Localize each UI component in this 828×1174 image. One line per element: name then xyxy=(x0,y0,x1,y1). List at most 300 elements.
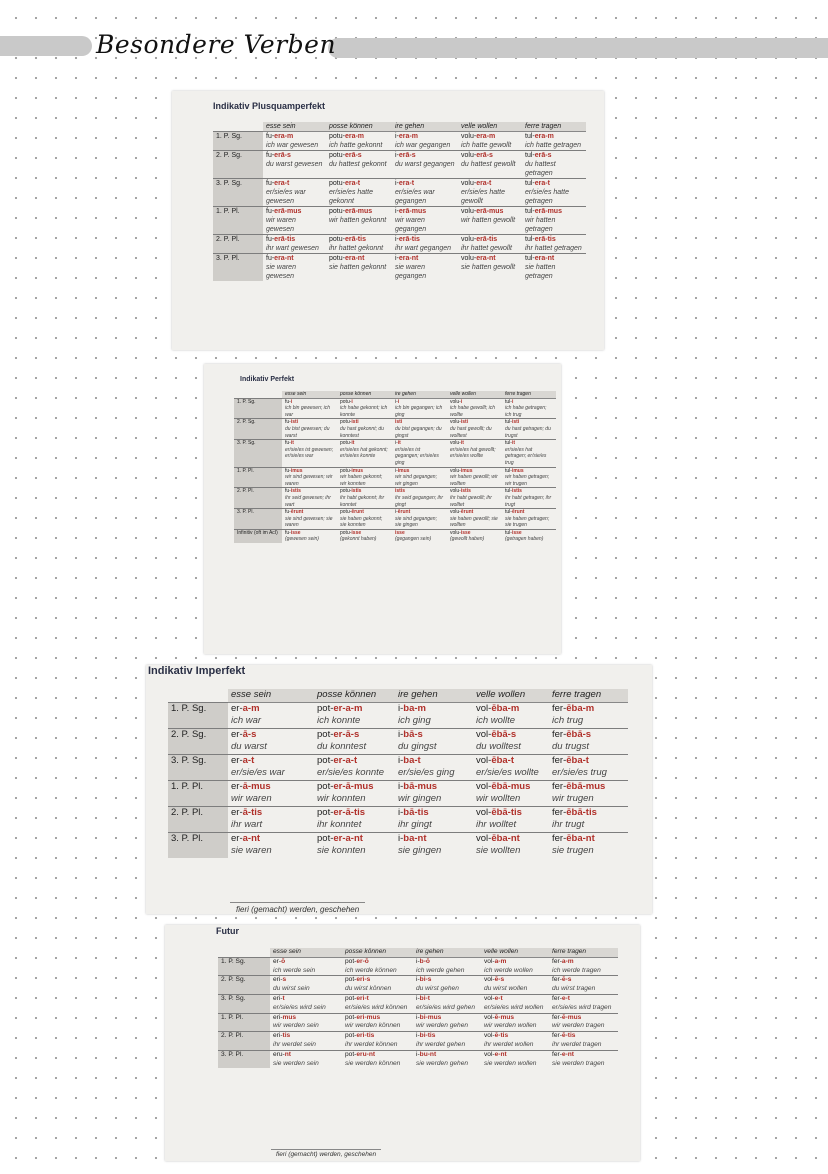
form-stem: vol- xyxy=(484,957,495,965)
latin-form xyxy=(552,729,625,742)
latin-form xyxy=(231,703,311,716)
german-translation: ich war gegangen xyxy=(395,142,451,149)
form-stem: tul- xyxy=(505,529,512,536)
german-translation: ihr werdet gehen xyxy=(416,1040,466,1048)
latin-form xyxy=(505,488,553,495)
verb-form-cell xyxy=(314,806,395,832)
form-ending: a-m xyxy=(561,957,574,965)
latin-form xyxy=(450,440,499,447)
form-ending: ā-mus xyxy=(242,780,271,792)
german-translation: ich konnte xyxy=(317,715,361,726)
form-stem: volu- xyxy=(450,488,461,495)
column-header: velle wollen xyxy=(447,391,502,398)
german-translation: du wirst tragen xyxy=(552,985,596,993)
latin-form xyxy=(461,179,519,188)
german-translation: er/sie/es war gewesen xyxy=(266,189,306,205)
verb-form-cell xyxy=(342,976,413,995)
latin-form xyxy=(329,235,389,244)
latin-form xyxy=(345,1014,410,1023)
form-ending: era-t xyxy=(274,180,290,187)
verb-form-cell xyxy=(502,398,556,419)
verb-form-cell xyxy=(263,235,326,254)
form-stem: fer- xyxy=(552,754,567,766)
table-row xyxy=(234,467,556,488)
german-translation: er/sie/es wird gehen xyxy=(416,1003,476,1011)
form-ending: it xyxy=(351,440,355,447)
verb-form-cell xyxy=(413,957,481,976)
german-translation: wir konnten xyxy=(317,793,366,804)
form-ending: bi-t xyxy=(419,994,430,1002)
form-ending: era-m xyxy=(398,133,418,140)
german-translation: ich war gewesen xyxy=(266,142,319,149)
table-row xyxy=(168,754,628,780)
form-ending: istis xyxy=(511,488,522,495)
german-translation: sie hatten getragen xyxy=(525,264,556,280)
german-translation: ihr seid gewesen; ihr wart xyxy=(285,494,331,508)
form-ending: i xyxy=(460,398,463,405)
latin-form xyxy=(552,995,615,1004)
latin-form xyxy=(285,419,334,426)
form-ending: i xyxy=(290,398,293,405)
latin-form xyxy=(317,781,392,794)
latin-form xyxy=(395,207,455,216)
german-translation: ich habe gewollt; ich wollte xyxy=(450,405,496,418)
form-stem: fu- xyxy=(285,529,291,536)
form-ending: er-ā-tis xyxy=(333,806,366,818)
form-ending: ērunt xyxy=(511,509,525,516)
verb-form-cell xyxy=(392,235,458,254)
latin-form xyxy=(476,807,546,820)
latin-form xyxy=(231,729,311,742)
form-stem: fer- xyxy=(552,1050,562,1058)
latin-form xyxy=(505,509,553,516)
form-ending: era-nt xyxy=(476,255,496,262)
person-label: 3. P. Pl. xyxy=(234,509,282,530)
form-stem: eru- xyxy=(273,1050,285,1058)
latin-form xyxy=(398,833,470,846)
form-ending: erā-mus xyxy=(274,208,302,215)
german-translation: sie werden wollen xyxy=(484,1059,537,1067)
form-stem: fu- xyxy=(266,255,275,262)
future-table xyxy=(218,948,618,1068)
latin-form xyxy=(398,703,470,716)
form-ending: b-ō xyxy=(419,957,430,965)
form-stem: volu- xyxy=(450,467,461,474)
form-stem: i- xyxy=(395,398,398,405)
form-ending: erā-tis xyxy=(398,236,420,243)
form-ending: it xyxy=(460,440,464,447)
form-stem: potu- xyxy=(340,419,352,426)
form-ending: era-nt xyxy=(274,255,294,262)
form-stem: potu- xyxy=(340,467,352,474)
form-stem: er- xyxy=(231,754,243,766)
form-stem: tul- xyxy=(525,180,535,187)
form-stem: i- xyxy=(416,976,420,984)
form-stem: fer- xyxy=(552,832,567,844)
form-stem: volu- xyxy=(461,180,477,187)
column-header xyxy=(218,948,270,957)
german-translation: ich werde tragen xyxy=(552,966,601,974)
form-stem: potu- xyxy=(329,208,345,215)
verb-form-cell xyxy=(549,780,628,806)
form-stem: i- xyxy=(395,152,399,159)
column-header: ire gehen xyxy=(392,391,447,398)
form-stem: potu- xyxy=(329,152,345,159)
german-translation: er/sie/es war xyxy=(231,767,285,778)
german-translation: sie werden können xyxy=(345,1059,401,1067)
verb-form-cell xyxy=(395,780,473,806)
table-row xyxy=(218,1050,618,1068)
german-translation: ich war xyxy=(231,715,262,726)
form-stem: fu- xyxy=(266,133,275,140)
form-ending: era-nt xyxy=(344,255,365,262)
verb-form-cell xyxy=(549,976,618,995)
german-translation: du hattest gewollt xyxy=(461,161,516,168)
imperfect-bottom-caption: fieri (gemacht) werden, geschehen xyxy=(230,902,365,914)
german-translation: ihr habt getragen; ihr trugt xyxy=(505,494,552,508)
form-ending: ba-m xyxy=(403,702,426,714)
person-label: 3. P. Sg. xyxy=(218,994,270,1013)
latin-form xyxy=(285,399,334,406)
form-ending: erā-mus xyxy=(534,208,562,215)
form-ending: mus xyxy=(282,1013,297,1021)
german-translation: wir waren gegangen xyxy=(395,217,427,233)
form-stem: potu- xyxy=(340,529,352,536)
verb-form-cell xyxy=(263,207,326,235)
latin-form xyxy=(273,1032,339,1041)
form-ending: a-nt xyxy=(242,832,261,844)
german-translation: du konntest xyxy=(317,741,367,752)
german-translation: ich werde sein xyxy=(273,966,316,974)
german-translation: ihr wart gewesen xyxy=(266,245,319,252)
verb-form-cell xyxy=(395,832,473,858)
column-header: velle wollen xyxy=(458,122,522,132)
latin-form xyxy=(461,254,519,263)
person-label: 1. P. Sg. xyxy=(234,398,282,419)
verb-form-cell xyxy=(458,179,522,207)
form-stem: er- xyxy=(273,957,282,965)
latin-form xyxy=(505,419,553,426)
german-translation: du gingst xyxy=(398,741,437,752)
verb-form-cell xyxy=(282,509,337,530)
form-stem: volu- xyxy=(450,529,461,536)
german-translation: sie haben gekonnt; sie konnten xyxy=(340,515,383,529)
form-ending: ē-s xyxy=(561,976,572,984)
latin-form xyxy=(525,151,583,160)
form-ending: ēbā-s xyxy=(566,728,592,740)
form-ending: era-t xyxy=(398,180,415,187)
form-ending: era-m xyxy=(344,133,365,140)
verb-form-cell xyxy=(473,780,549,806)
form-ending: i xyxy=(351,398,353,405)
german-translation: wir gingen xyxy=(398,793,442,804)
verb-form-cell xyxy=(458,132,522,151)
latin-form xyxy=(395,468,444,475)
german-translation: ihr konntet xyxy=(317,819,362,830)
latin-form xyxy=(266,254,323,263)
german-translation: er/sie/es ist gegangen; er/sie/es ging xyxy=(395,446,439,466)
form-ending: era-m xyxy=(534,133,554,140)
latin-form xyxy=(340,440,389,447)
latin-form xyxy=(345,1051,410,1060)
form-ending: i xyxy=(397,398,400,405)
latin-form xyxy=(231,755,311,768)
form-stem: fer- xyxy=(552,806,567,818)
person-label: 3. P. Pl. xyxy=(168,832,228,858)
form-ending: era-nt xyxy=(534,255,555,262)
verb-form-cell xyxy=(337,488,392,509)
form-ending: ēba-nt xyxy=(491,832,520,844)
form-stem: vol- xyxy=(484,1050,495,1058)
latin-form xyxy=(273,1051,339,1060)
german-translation: ihr hattet getragen xyxy=(525,245,582,252)
german-translation: er/sie/es wird können xyxy=(345,1003,408,1011)
form-stem: pot- xyxy=(317,832,334,844)
verb-form-cell xyxy=(447,529,502,543)
person-label: 2. P. Sg. xyxy=(218,976,270,995)
form-ending: erā-s xyxy=(274,152,291,159)
german-translation: sie hatten gekonnt xyxy=(329,264,387,271)
table-row xyxy=(234,398,556,419)
person-label: 3. P. Sg. xyxy=(213,179,263,207)
verb-form-cell xyxy=(263,179,326,207)
german-translation: du hattest getragen xyxy=(525,161,556,177)
form-stem: i- xyxy=(398,780,404,792)
latin-form xyxy=(416,958,478,967)
verb-form-cell xyxy=(395,728,473,754)
verb-form-cell xyxy=(326,179,392,207)
form-stem: tul- xyxy=(505,440,512,447)
form-stem: er- xyxy=(231,806,243,818)
german-translation: du warst gegangen xyxy=(395,161,455,168)
form-stem: tul- xyxy=(525,255,535,262)
form-stem: vol- xyxy=(476,780,492,792)
verb-form-cell xyxy=(337,529,392,543)
verb-form-cell xyxy=(337,419,392,440)
german-translation: er/sie/es ging xyxy=(398,767,455,778)
person-label: 2. P. Sg. xyxy=(168,728,228,754)
column-header: esse sein xyxy=(282,391,337,398)
verb-form-cell xyxy=(326,207,392,235)
future-bottom-caption: fieri (gemacht) werden, geschehen xyxy=(271,1149,381,1159)
form-stem: i- xyxy=(398,832,404,844)
form-ending: bā-mus xyxy=(403,780,438,792)
form-stem: pot- xyxy=(345,994,357,1002)
verb-form-cell xyxy=(447,440,502,467)
latin-form xyxy=(266,151,323,160)
verb-form-cell xyxy=(458,254,522,282)
person-label: 1. P. Pl. xyxy=(168,780,228,806)
latin-form xyxy=(340,509,389,516)
form-stem: pot- xyxy=(345,976,357,984)
form-ending: ē-tis xyxy=(494,1032,509,1040)
form-stem: vol- xyxy=(484,976,495,984)
latin-form xyxy=(395,179,455,188)
verb-form-cell xyxy=(342,1013,413,1032)
verb-form-cell xyxy=(270,1050,342,1068)
form-stem: eri- xyxy=(273,994,283,1002)
verb-form-cell xyxy=(326,235,392,254)
german-translation: ich wollte xyxy=(476,715,516,726)
german-translation: (gewesen sein) xyxy=(285,536,319,543)
form-stem: potu- xyxy=(340,398,352,405)
column-header: posse können xyxy=(337,391,392,398)
latin-form xyxy=(285,440,334,447)
form-stem: volu- xyxy=(461,208,477,215)
german-translation: er/sie/es wird wollen xyxy=(484,1003,544,1011)
verb-form-cell xyxy=(282,529,337,543)
german-translation: ihr habt gewollt; ihr wolltet xyxy=(450,494,492,508)
latin-form xyxy=(266,179,323,188)
form-ending: istis xyxy=(460,488,471,495)
latin-form xyxy=(450,399,499,406)
form-ending: era-m xyxy=(476,133,496,140)
form-ending: er-a-t xyxy=(333,754,358,766)
form-stem: i- xyxy=(416,1032,420,1040)
form-ending: er-ō xyxy=(356,957,369,965)
verb-form-cell xyxy=(447,419,502,440)
form-stem: volu- xyxy=(450,440,461,447)
form-ending: ēbā-tis xyxy=(566,806,597,818)
latin-form xyxy=(395,440,444,447)
table-row xyxy=(168,728,628,754)
form-ending: istis xyxy=(395,488,406,495)
form-stem: i- xyxy=(395,236,399,243)
german-translation: ihr wolltet xyxy=(476,819,517,830)
form-ending: isti xyxy=(395,419,403,426)
latin-form xyxy=(416,1032,478,1041)
form-stem: tul- xyxy=(505,467,512,474)
german-translation: sie trugen xyxy=(552,845,594,856)
verb-form-cell xyxy=(522,179,586,207)
latin-form xyxy=(484,1032,546,1041)
latin-form xyxy=(525,235,583,244)
form-ending: eri-mus xyxy=(356,1013,381,1021)
form-ending: era-m xyxy=(274,133,294,140)
latin-form xyxy=(552,781,625,794)
form-stem: pot- xyxy=(345,1050,357,1058)
verb-form-cell xyxy=(326,254,392,282)
verb-form-cell xyxy=(549,1032,618,1051)
verb-form-cell xyxy=(549,1050,618,1068)
form-ending: ēba-m xyxy=(566,702,595,714)
german-translation: ihr hattet gekonnt xyxy=(329,245,384,252)
photo-imperfect-table xyxy=(146,665,652,914)
column-header: ire gehen xyxy=(395,689,473,702)
form-ending: it xyxy=(511,440,516,447)
latin-form xyxy=(395,419,444,426)
latin-form xyxy=(340,399,389,406)
latin-form xyxy=(395,132,455,141)
latin-form xyxy=(552,807,625,820)
form-ending: imus xyxy=(460,467,473,474)
form-ending: ēba-m xyxy=(491,702,520,714)
form-ending: ē-mus xyxy=(561,1013,582,1021)
form-ending: e-nt xyxy=(494,1050,507,1058)
latin-form xyxy=(461,235,519,244)
form-stem: pot- xyxy=(345,1032,357,1040)
infinitive-label: Infinitiv (oft im AcI) xyxy=(234,529,282,543)
form-stem: tul- xyxy=(505,398,512,405)
verb-form-cell xyxy=(522,235,586,254)
german-translation: du hast gekonnt; du konntest xyxy=(340,425,384,439)
form-stem: vol- xyxy=(476,754,492,766)
latin-form xyxy=(416,976,478,985)
form-ending: eri-tis xyxy=(356,1032,375,1040)
form-ending: er-ā-s xyxy=(333,728,360,740)
verb-form-cell xyxy=(392,132,458,151)
form-ending: erā-s xyxy=(344,152,362,159)
latin-form xyxy=(285,509,334,516)
form-ending: erā-s xyxy=(476,152,493,159)
person-label: 1. P. Pl. xyxy=(218,1013,270,1032)
form-stem: potu- xyxy=(340,509,352,516)
verb-form-cell xyxy=(270,1032,342,1051)
person-label: 1. P. Pl. xyxy=(234,467,282,488)
form-stem: volu- xyxy=(450,419,461,426)
form-stem: tul- xyxy=(505,419,512,426)
form-ending: erā-s xyxy=(398,152,416,159)
latin-form xyxy=(285,468,334,475)
latin-form xyxy=(398,755,470,768)
form-stem: er- xyxy=(231,780,243,792)
form-ending: ēba-t xyxy=(566,754,589,766)
person-label: 1. P. Sg. xyxy=(213,132,263,151)
verb-form-cell xyxy=(458,235,522,254)
german-translation: wir hatten gekonnt xyxy=(329,217,387,224)
form-stem: i- xyxy=(398,702,404,714)
form-stem: volu- xyxy=(461,236,477,243)
latin-form xyxy=(525,132,583,141)
verb-form-cell xyxy=(481,957,549,976)
verb-form-cell xyxy=(337,467,392,488)
form-stem: vol- xyxy=(476,832,492,844)
form-ending: era-t xyxy=(344,180,361,187)
person-label: 1. P. Sg. xyxy=(218,957,270,976)
german-translation: (gegangen sein) xyxy=(395,536,432,543)
latin-form xyxy=(461,132,519,141)
german-translation: ich hatte gewollt xyxy=(461,142,512,149)
form-stem: fu- xyxy=(285,488,291,495)
german-translation: du warst gewesen xyxy=(266,161,323,168)
verb-form-cell xyxy=(228,728,314,754)
german-translation: wir werden sein xyxy=(273,1022,319,1030)
form-stem: fu- xyxy=(266,180,275,187)
german-translation: sie hatten gewollt xyxy=(461,264,516,271)
latin-form xyxy=(505,530,553,537)
german-translation: ich werde wollen xyxy=(484,966,533,974)
column-header: ferre tragen xyxy=(502,391,556,398)
latin-form xyxy=(484,1051,546,1060)
german-translation: sie waren gewesen xyxy=(266,264,296,280)
column-header: esse sein xyxy=(270,948,342,957)
latin-form xyxy=(266,235,323,244)
form-stem: volu- xyxy=(461,152,477,159)
verb-form-cell xyxy=(502,467,556,488)
verb-form-cell xyxy=(392,419,447,440)
form-stem: vol- xyxy=(484,994,495,1002)
verb-form-cell xyxy=(413,1032,481,1051)
form-stem: potu- xyxy=(329,255,345,262)
german-translation: ich bin gegangen; ich ging xyxy=(395,405,443,418)
german-translation: wir wollten xyxy=(476,793,521,804)
german-translation: wir werden tragen xyxy=(552,1022,605,1030)
german-translation: (getragen haben) xyxy=(505,536,544,543)
form-stem: fer- xyxy=(552,1032,562,1040)
verb-form-cell xyxy=(263,151,326,179)
german-translation: ich hatte gekonnt xyxy=(329,142,383,149)
latin-form xyxy=(317,703,392,716)
